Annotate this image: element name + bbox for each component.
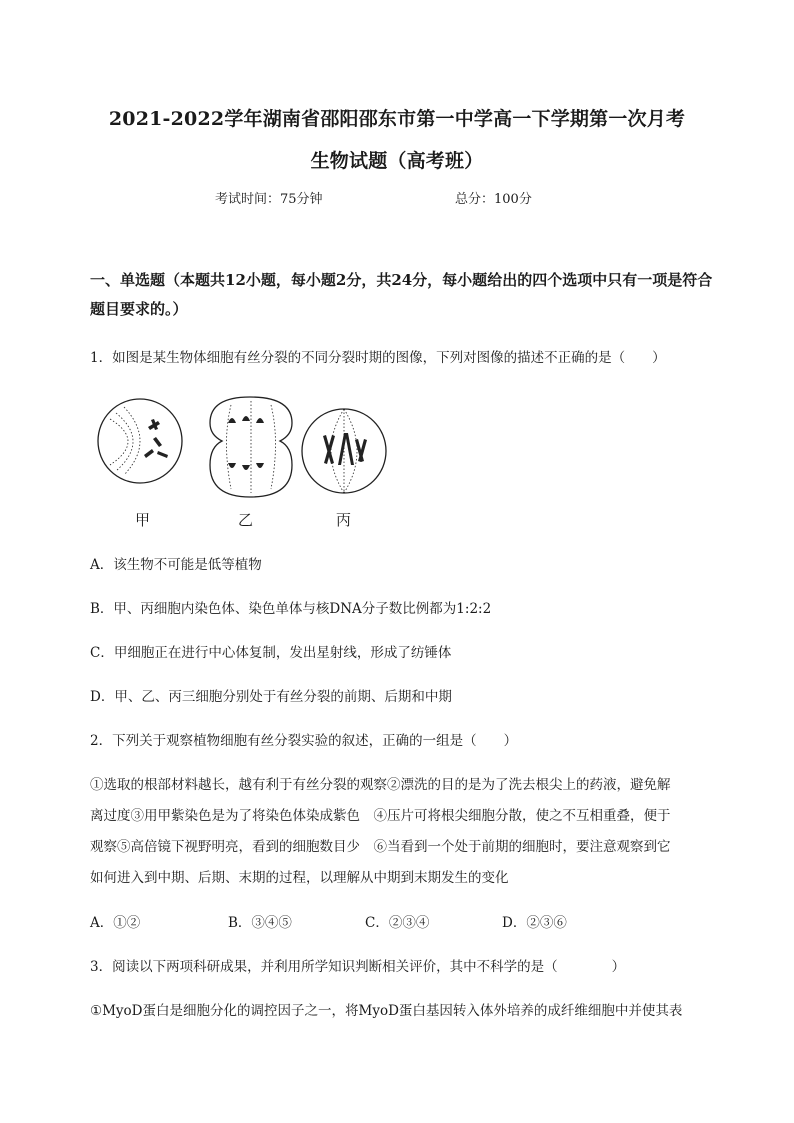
cell-jia	[98, 399, 182, 483]
title-line-1: 2021-2022学年湖南省邵阳邵东市第一中学高一下学期第一次月考	[108, 108, 686, 130]
q2-line-1: ①选取的根部材料越长，越有利于有丝分裂的观察②漂洗的目的是为了洗去根尖上的药液，避免解	[90, 777, 671, 793]
mitosis-figure	[96, 393, 396, 528]
figure-label-yi: 乙	[238, 511, 254, 529]
q1-option-c: C．甲细胞正在进行中心体复制，发出星射线，形成了纺锤体	[90, 645, 452, 661]
total-score: 总分：100分	[455, 192, 532, 207]
q2-option-d: D．②③⑥	[502, 915, 567, 931]
section-heading: 一、单选题（本题共12小题，每小题2分，共24分，每小题给出的四个选项中只有一项是符合题目要求的。）	[90, 271, 713, 318]
q2-stem: 2．下列关于观察植物细胞有丝分裂实验的叙述，正确的一组是（ ）	[90, 733, 518, 749]
q2-line-2: 离过度③用甲紫染色是为了将染色体染成紫色 ④压片可将根尖细胞分散，使之不互相重叠，便于	[90, 808, 671, 824]
q1-option-d: D．甲、乙、丙三细胞分别处于有丝分裂的前期、后期和中期	[90, 689, 452, 705]
exam-time: 考试时间：75分钟	[215, 192, 323, 207]
q1-stem: 1．如图是某生物体细胞有丝分裂的不同分裂时期的图像，下列对图像的描述不正确的是（ ）	[90, 350, 666, 366]
q2-line-3: 观察⑤高倍镜下视野明亮，看到的细胞数目少 ⑥当看到一个处于前期的细胞时，要注意观察到它	[90, 839, 671, 855]
title-line-2: 生物试题（高考班）	[310, 150, 484, 172]
figure-label-bing: 丙	[336, 511, 352, 529]
q1-option-b: B．甲、丙细胞内染色体、染色单体与核DNA分子数比例都为1:2:2	[90, 601, 492, 617]
q2-option-b: B．③④⑤	[228, 915, 292, 931]
q2-line-4: 如何进入到中期、后期、末期的过程，以理解从中期到末期发生的变化	[90, 870, 509, 886]
q3-line-1: ①MyoD蛋白是细胞分化的调控因子之一，将MyoD蛋白基因转入体外培养的成纤维细胞中并使其表	[90, 1003, 683, 1019]
q1-option-a: A．该生物不可能是低等植物	[90, 557, 262, 573]
q2-option-a: A．①②	[90, 915, 141, 931]
q3-stem: 3．阅读以下两项科研成果，并利用所学知识判断相关评价，其中不科学的是（ ）	[90, 959, 626, 975]
figure-label-jia: 甲	[135, 511, 151, 529]
q2-option-c: C．②③④	[365, 915, 430, 931]
